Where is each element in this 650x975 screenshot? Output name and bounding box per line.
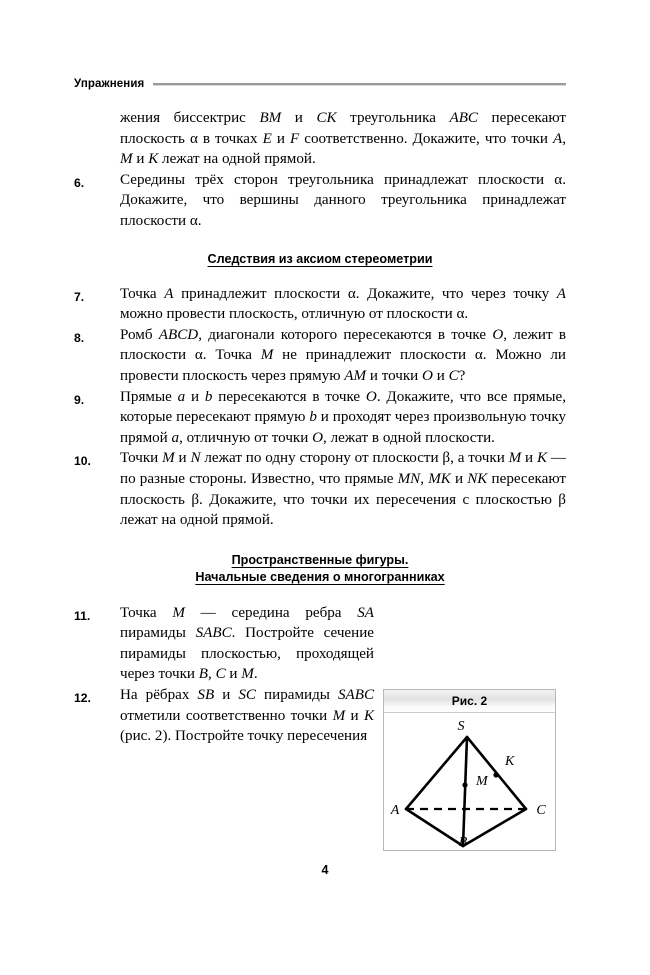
exercise-text: Точка A принадлежит плоскости α. Докажите, что через точку A можно провести плоскость, отличную от плоскости α.: [120, 285, 566, 323]
exercise-text: На рёбрах SB и SC пирамиды SABC отметили соответственно точки M и K (рис. 2). Постройте точку пересечения: [120, 687, 375, 745]
vertex-label-c: C: [536, 803, 546, 818]
exercise-number: 10.: [74, 454, 91, 469]
exercise-item: [74, 448, 566, 530]
exercise-number: 11.: [74, 608, 91, 623]
edge-s-b: [463, 737, 467, 846]
exercise-text: Точка M — середина ребра SA пирамиды SABC. Постройте сечение пирамиды плоскостью, проходящей через точки B, C и M.: [120, 604, 374, 683]
point-k-dot: [493, 772, 498, 777]
exercise-item: [74, 284, 566, 325]
vertex-label-b: B: [458, 835, 468, 850]
point-m-dot: [462, 782, 467, 787]
vertex-label-a: A: [390, 803, 400, 818]
section-heading-text: Следствия из аксиом стереометрии: [207, 251, 433, 266]
edge-b-c: [463, 809, 526, 846]
section-heading-spatial-figures: [74, 552, 566, 569]
exercise-number: 6.: [74, 175, 85, 190]
lower-text-column: [74, 603, 374, 747]
exercise-text: Ромб ABCD, диагонали которого пересекаются в точке O, лежит в плоскости α. Точка M не принадлежит плоскости α. Можно ли провести плоскость через прямую AM и точки O и C?: [120, 326, 566, 384]
vertex-label-s: S: [457, 719, 465, 734]
continued-paragraph: жения биссектрис BM и CK треугольника ABC пересекают плоскость α в точках E и F соответственно. Докажите, что точки A, M и K лежат на одной прямой.: [120, 110, 567, 168]
exercise-text: Точки M и N лежат по одну сторону от плоскости β, а точки M и K — по разные стороны. Известно, что прямые MN, MK и NK пересекают плоскость β. Докажите, что точки их пересечения с плоскостью β лежат на одной прямой.: [120, 450, 566, 529]
exercise-number: 8.: [74, 330, 85, 345]
section-heading-polyhedra: [74, 569, 566, 586]
running-header: [74, 78, 566, 90]
exercise-item: [74, 387, 566, 449]
section-heading-line2: Начальные сведения о многогранниках: [195, 569, 445, 584]
point-label-m: M: [476, 774, 488, 789]
running-header-label: Упражнения: [74, 78, 145, 90]
point-label-k: K: [505, 754, 515, 769]
exercise-item: [74, 170, 566, 232]
exercise-item: [74, 603, 374, 685]
exercise-item: [74, 325, 566, 387]
edge-s-a: [406, 737, 467, 809]
page-content: [74, 108, 566, 747]
section-heading-line1: Пространственные фигуры.: [231, 552, 409, 567]
running-header-rule: [153, 83, 566, 85]
exercise-number: 9.: [74, 392, 85, 407]
edge-a-b: [406, 809, 463, 846]
figure-caption: Рис. 2: [384, 690, 555, 713]
exercise-text: Середины трёх сторон треугольника принадлежат плоскости α. Докажите, что вершины данного треугольника принадлежат плоскости α.: [120, 171, 566, 229]
figure-2: [383, 689, 556, 851]
exercise-number: 7.: [74, 289, 85, 304]
pyramid-sabc-svg: [384, 713, 555, 850]
exercise-number: 12.: [74, 691, 91, 706]
page-number: 4: [321, 863, 329, 877]
figure-drawing: [384, 713, 555, 850]
exercise-item: [74, 685, 374, 747]
exercise-text: Прямые a и b пересекаются в точке O. Докажите, что все прямые, которые пересекают прямую b и проходят через произвольную точку прямой a, отличную от точки O, лежат в одной плоскости.: [120, 388, 566, 446]
section-heading-axiom-corollaries: [74, 251, 566, 268]
